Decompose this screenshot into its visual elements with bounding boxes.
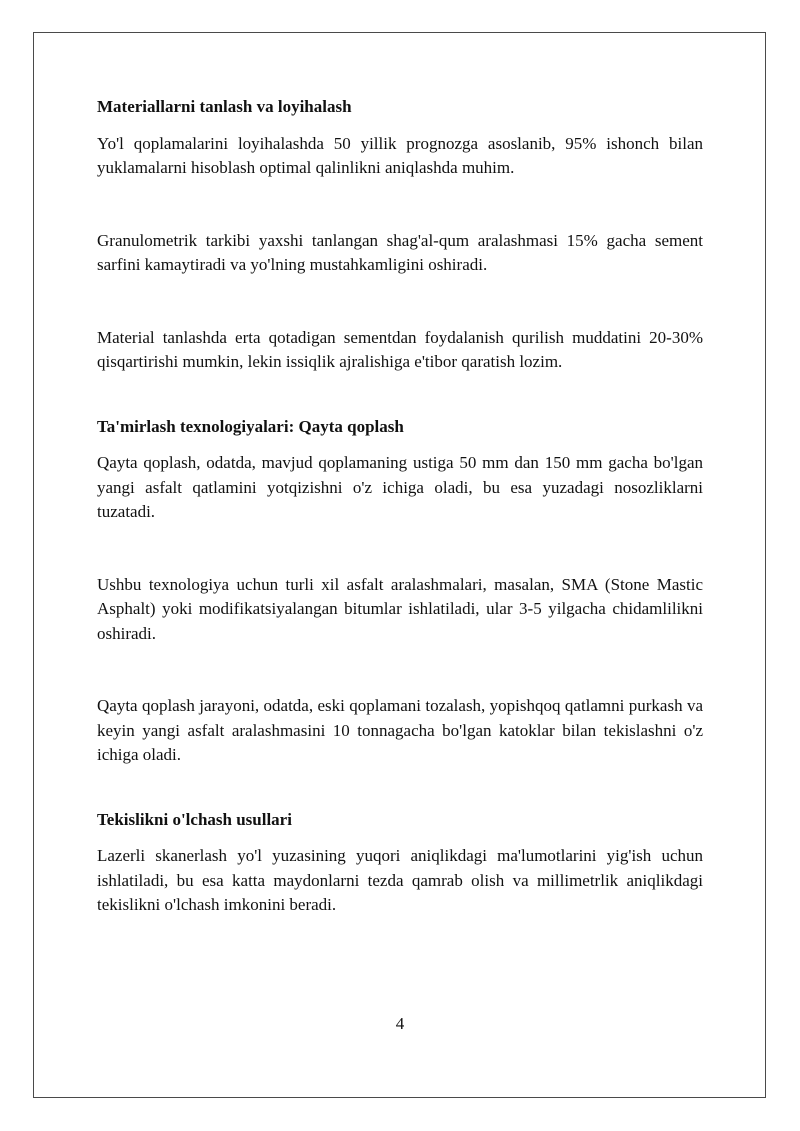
paragraph: Ushbu texnologiya uchun turli xil asfalt aralashmalari, masalan, SMA (Stone Mastic Asphalt) yoki modifikatsiyalangan bitumlar ishlatiladi, ular 3-5 yilgacha chidamlilikni oshiradi.	[97, 574, 703, 643]
section-heading: Tekislikni o'lchash usullari	[97, 809, 292, 829]
paragraph: Qayta qoplash jarayoni, odatda, eski qoplamani tozalash, yopishqoq qatlamni purkash va keyin yangi asfalt aralashmasini 10 tonnagacha bo'lgan katoklar bilan tekislashni o'z ichiga oladi.	[97, 696, 703, 764]
section-heading: Ta'mirlash texnologiyalari: Qayta qoplash	[97, 416, 404, 436]
page-number: 4	[395, 1014, 405, 1033]
paragraph: Granulometrik tarkibi yaxshi tanlangan shag'al-qum aralashmasi 15% gacha sement sarfini kamaytiradi va yo'lning mustahkamligini oshiradi.	[97, 230, 703, 274]
paragraph: Qayta qoplash, odatda, mavjud qoplamaning ustiga 50 mm dan 150 mm gacha bo'lgan yangi asfalt qatlamini yotqizishni o'z ichiga oladi, bu esa yuzadagi nosozliklarni tuzatadi.	[97, 453, 703, 521]
paragraph: Material tanlashda erta qotadigan sementdan foydalanish qurilish muddatini 20-30% qisqartirishi mumkin, lekin issiqlik ajralishiga e'tibor qaratish lozim.	[97, 327, 703, 371]
section-heading: Materiallarni tanlash va loyihalash	[97, 97, 352, 116]
paragraph: Lazerli skanerlash yo'l yuzasining yuqori aniqlikdagi ma'lumotlarini yig'ish uchun ishlatiladi, bu esa katta maydonlarni tezda qamrab olish va millimetrlik aniqlikdagi tekislikni o'lchash imkonini beradi.	[97, 846, 703, 914]
paragraph: Yo'l qoplamalarini loyihalashda 50 yillik prognozga asoslanib, 95% ishonch bilan yuklamalarni hisoblash optimal qalinlikni aniqlashda muhim.	[97, 133, 703, 177]
page-content	[97, 95, 703, 918]
